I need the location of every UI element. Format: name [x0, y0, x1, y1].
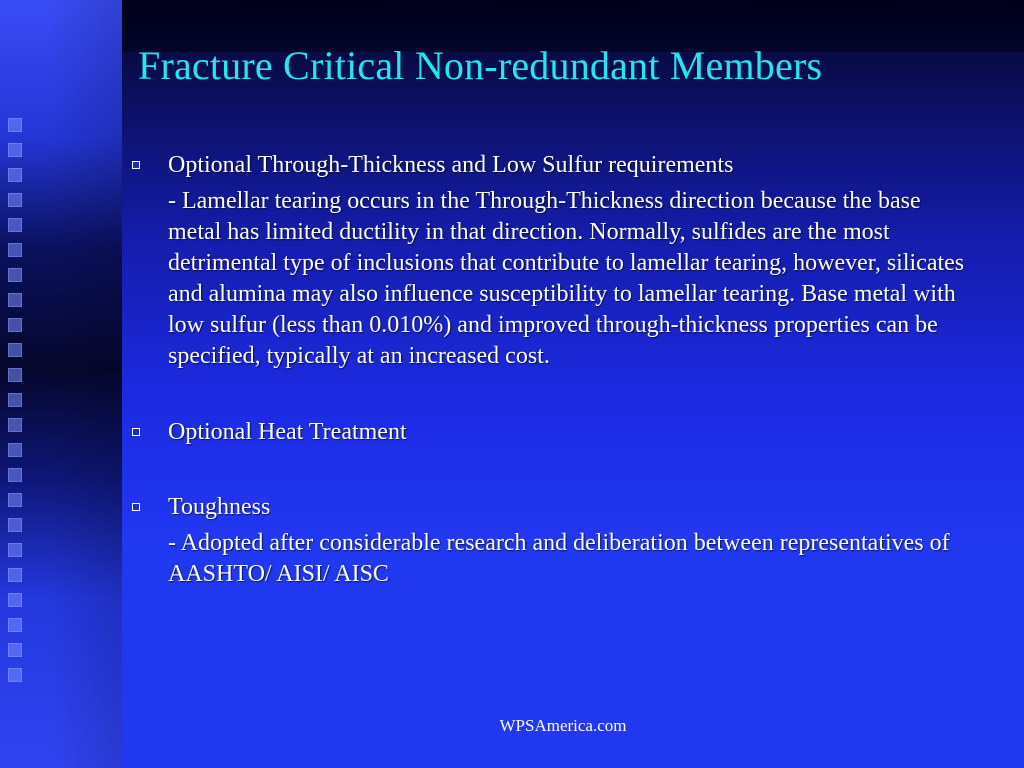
bullet-label: Optional Heat Treatment: [168, 419, 407, 445]
square-bullet-icon: [132, 428, 140, 436]
bullet-item: [130, 417, 990, 448]
slide-content: [130, 150, 990, 590]
bullet-item: [130, 150, 990, 181]
bullet-detail: - Adopted after considerable research and deliberation between representatives of AASHTO/ AISI/ AISC: [168, 530, 950, 587]
bullet-item: [130, 492, 990, 523]
bullet-detail: - Lamellar tearing occurs in the Through-Thickness direction because the base metal has limited ductility in that direction. Normally, sulfides are the most detrimental type of inclusions that contribute to lamellar tearing, however, silicates and alumina may also influence susceptibility to lamellar tearing. Base metal with low sulfur (less than 0.010%) and improved through-thickness properties can be specified, typically at an increased cost.: [168, 188, 965, 369]
bullet-label: Toughness: [168, 494, 271, 520]
bullet-label: Optional Through-Thickness and Low Sulfur requirements: [168, 152, 734, 178]
square-bullet-icon: [132, 161, 140, 169]
decorative-squares: [8, 118, 26, 693]
square-bullet-icon: [132, 503, 140, 511]
footer-text: WPSAmerica.com: [499, 716, 627, 735]
slide-title: Fracture Critical Non-redundant Members: [138, 43, 823, 88]
